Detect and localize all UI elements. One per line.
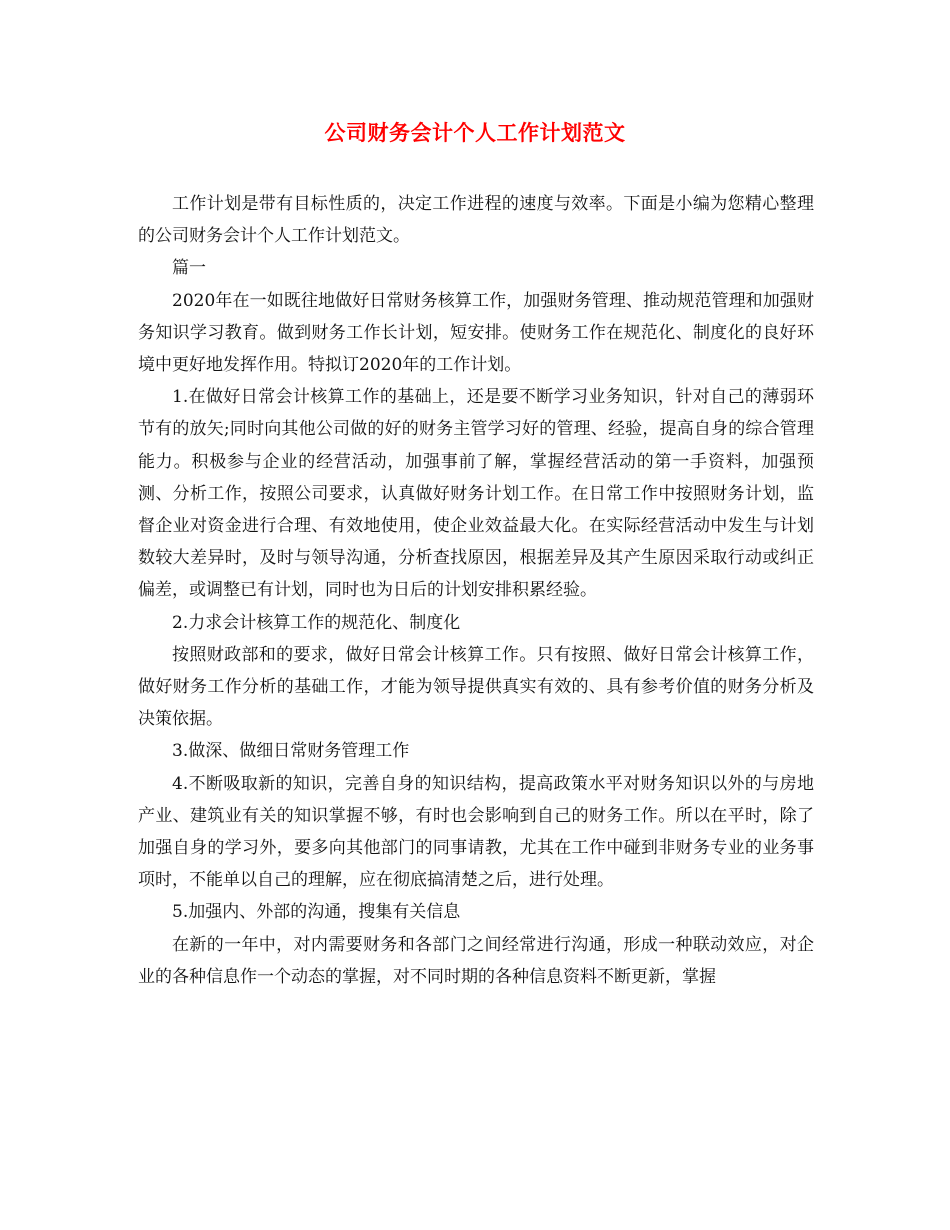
- paragraph-item-3-heading: 3.做深、做细日常财务管理工作: [172, 741, 410, 762]
- paragraph-item-2-heading: 2.力求会计核算工作的规范化、制度化: [172, 612, 461, 633]
- paragraph-section-heading: 篇一: [172, 258, 206, 279]
- document-title: 公司财务会计个人工作计划范文: [324, 120, 626, 145]
- paragraph-item-2-body: 按照财政部和的要求，做好日常会计核算工作。只有按照、做好日常会计核算工作，做好财务工作分析的基础工作，才能为领导提供真实有效的、具有参考价值的财务分析及决策依据。: [138, 644, 814, 730]
- paragraph-item-5-body: 在新的一年中，对内需要财务和各部门之间经常进行沟通，形成一种联动效应，对企业的各种信息作一个动态的掌握，对不同时期的各种信息资料不断更新，掌握: [138, 934, 814, 987]
- paragraph-item-4: 4.不断吸取新的知识，完善自身的知识结构，提高政策水平对财务知识以外的与房地产业、建筑业有关的知识掌握不够，有时也会影响到自己的财务工作。所以在平时，除了加强自身的学习外，要多向其他部门的同事请教，尤其在工作中碰到非财务专业的业务事项时，不能单以自己的理解，应在彻底搞清楚之后，进行处理。: [138, 773, 814, 891]
- paragraph-item-1: 1.在做好日常会计核算工作的基础上，还是要不断学习业务知识，针对自己的薄弱环节有的放矢;同时向其他公司做的好的财务主管学习好的管理、经验，提高自身的综合管理能力。积极参与企业的经营活动，加强事前了解，掌握经营活动的第一手资料，加强预测、分析工作，按照公司要求，认真做好财务计划工作。在日常工作中按照财务计划，监督企业对资金进行合理、有效地使用，使企业效益最大化。在实际经营活动中发生与计划数较大差异时，及时与领导沟通，分析查找原因，根据差异及其产生原因采取行动或纠正偏差，或调整已有计划，同时也为日后的计划安排积累经验。: [138, 387, 814, 601]
- document-body: [138, 188, 814, 993]
- paragraph-overview: 2020年在一如既往地做好日常财务核算工作，加强财务管理、推动规范管理和加强财务知识学习教育。做到财务工作长计划，短安排。使财务工作在规范化、制度化的良好环境中更好地发挥作用。特拟订2020年的工作计划。: [138, 290, 814, 376]
- paragraph-item-5-heading: 5.加强内、外部的沟通，搜集有关信息: [172, 902, 461, 923]
- paragraph-intro: 工作计划是带有目标性质的，决定工作进程的速度与效率。下面是小编为您精心整理的公司财务会计个人工作计划范文。: [138, 194, 814, 247]
